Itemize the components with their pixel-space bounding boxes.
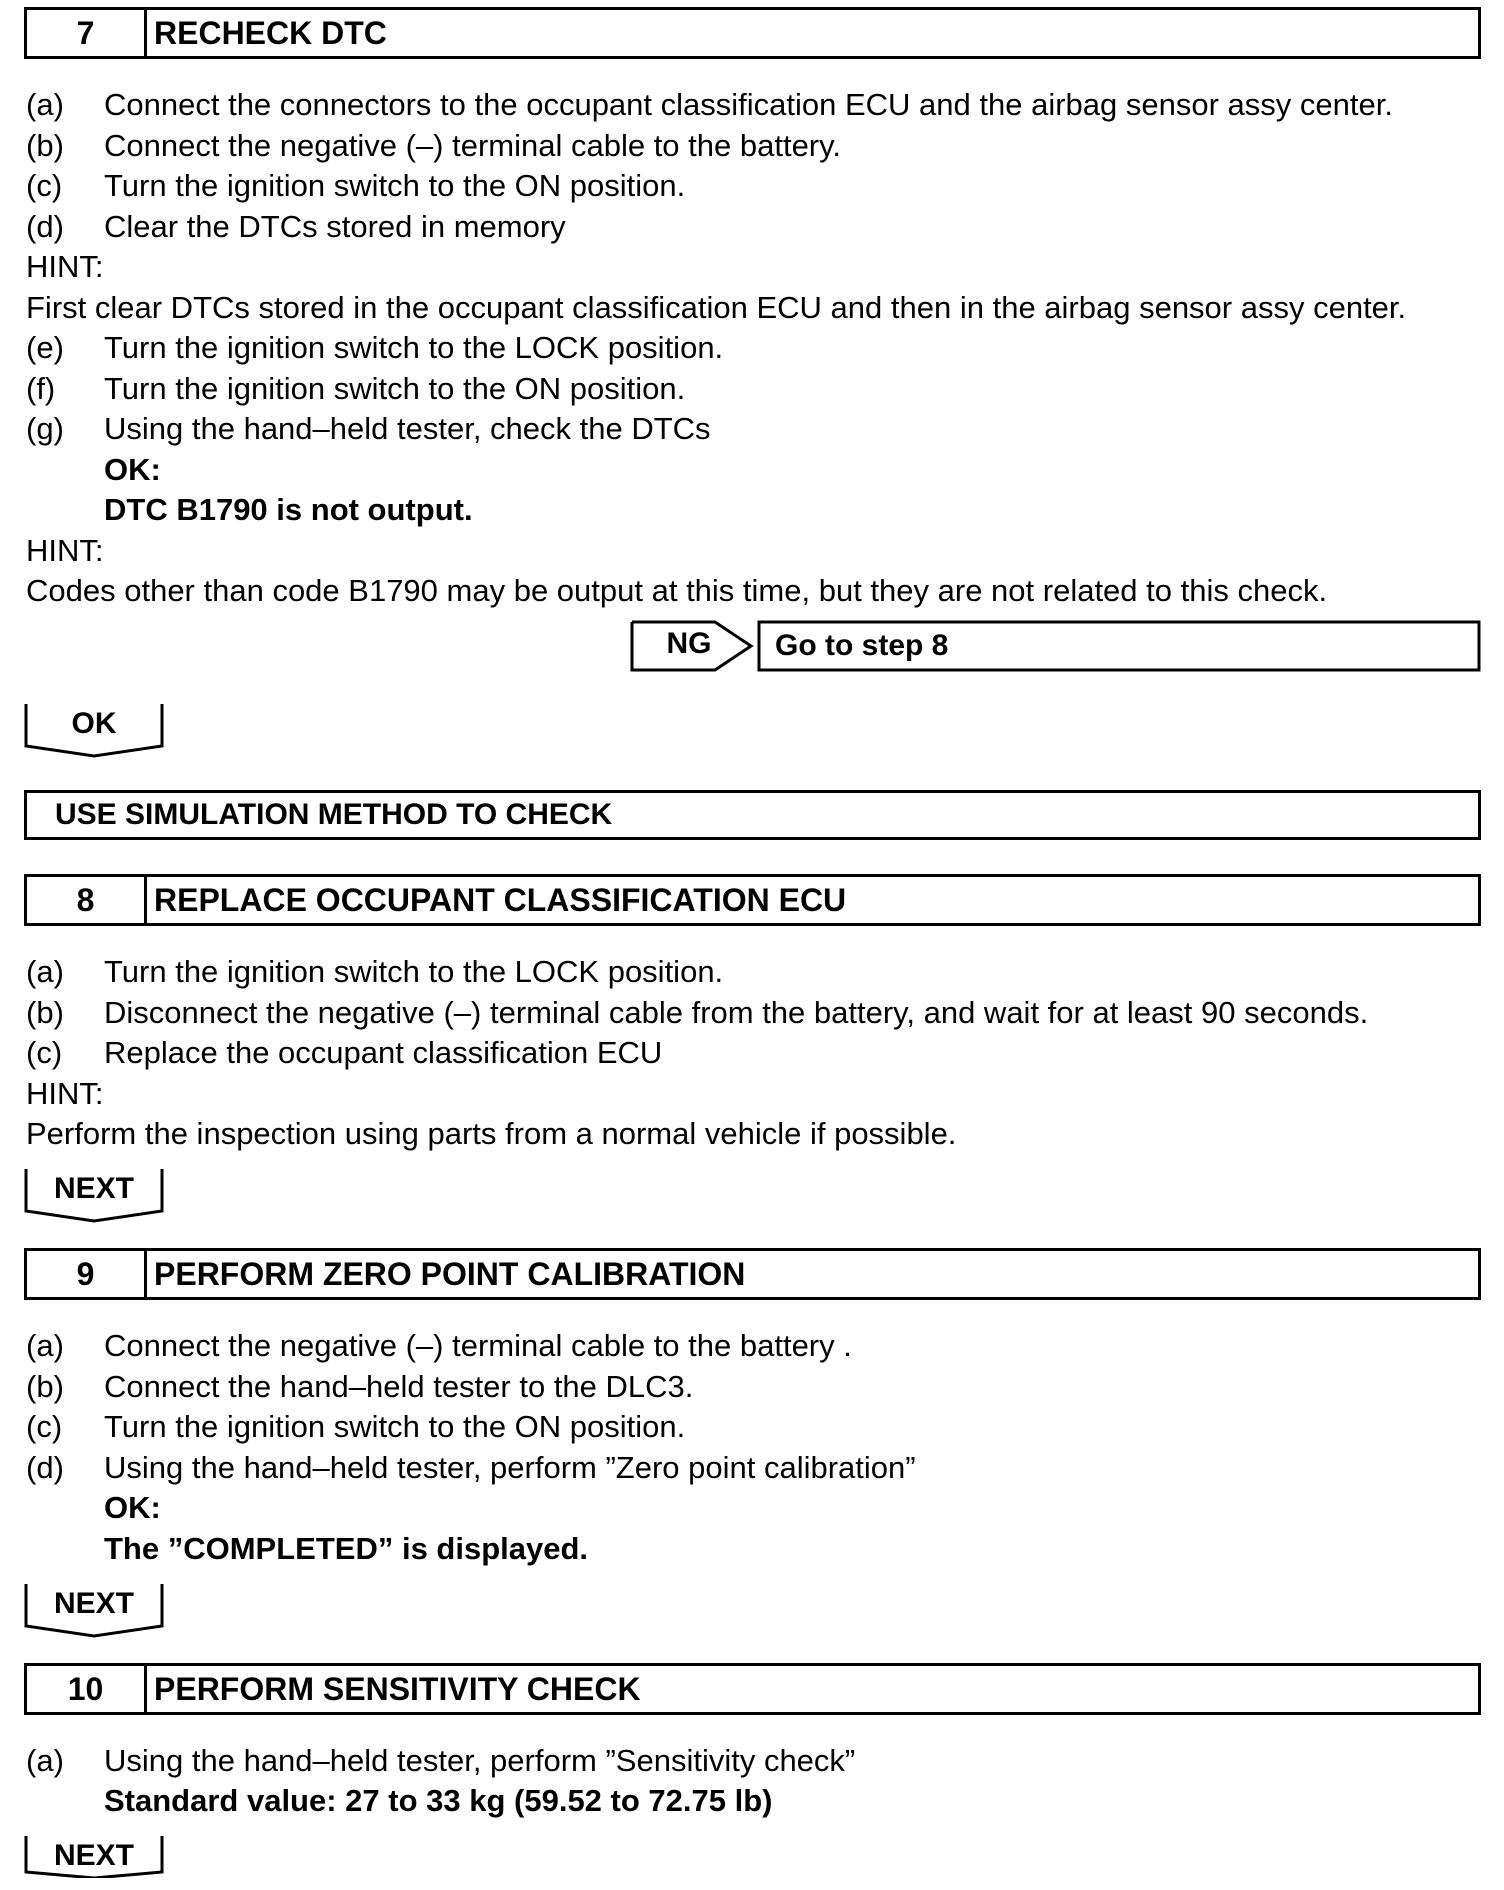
item-text: Turn the ignition switch to the LOCK position. bbox=[104, 954, 724, 989]
ok-tab-label: OK bbox=[71, 707, 117, 740]
ng-branch[interactable] bbox=[630, 620, 1481, 672]
item-label: (a) bbox=[26, 1328, 64, 1363]
item-label: (e) bbox=[26, 330, 64, 365]
standard-value: Standard value: 27 to 33 kg (59.52 to 72.75 lb) bbox=[104, 1783, 773, 1818]
step-7-header bbox=[24, 7, 1481, 59]
step-number: 10 bbox=[27, 1666, 147, 1712]
item-text: Using the hand–held tester, check the DTCs bbox=[104, 411, 711, 446]
hint-text: Perform the inspection using parts from a normal vehicle if possible. bbox=[26, 1116, 957, 1151]
item-label: (b) bbox=[26, 1369, 64, 1404]
ng-label: NG bbox=[666, 627, 712, 660]
hint-label: HINT: bbox=[26, 533, 104, 568]
next-tab[interactable] bbox=[24, 1834, 164, 1890]
item-text: Turn the ignition switch to the ON position. bbox=[104, 371, 686, 406]
step-9-header bbox=[24, 1248, 1481, 1300]
ok-label: OK: bbox=[104, 452, 161, 487]
item-label: (d) bbox=[26, 209, 64, 244]
item-text: Using the hand–held tester, perform ”Sensitivity check” bbox=[104, 1743, 856, 1778]
item-text: Using the hand–held tester, perform ”Zero point calibration” bbox=[104, 1450, 916, 1485]
ok-tab[interactable] bbox=[24, 702, 164, 758]
hint-text: Codes other than code B1790 may be output at this time, but they are not related to this check. bbox=[26, 573, 1328, 608]
item-label: (a) bbox=[26, 87, 64, 122]
step-number: 7 bbox=[27, 10, 147, 56]
item-text: Connect the negative (–) terminal cable to the battery . bbox=[104, 1328, 852, 1363]
item-label: (d) bbox=[26, 1450, 64, 1485]
step-title: PERFORM ZERO POINT CALIBRATION bbox=[154, 1256, 746, 1292]
step-number: 9 bbox=[27, 1251, 147, 1297]
item-label: (f) bbox=[26, 371, 56, 406]
item-label: (c) bbox=[26, 1409, 63, 1444]
next-tab[interactable] bbox=[24, 1582, 164, 1638]
item-label: (c) bbox=[26, 1035, 63, 1070]
item-label: (g) bbox=[26, 411, 64, 446]
item-text: Turn the ignition switch to the LOCK position. bbox=[104, 330, 724, 365]
ok-value: DTC B1790 is not output. bbox=[104, 492, 473, 527]
item-text: Clear the DTCs stored in memory bbox=[104, 209, 566, 244]
hint-label: HINT: bbox=[26, 249, 104, 284]
next-tab[interactable] bbox=[24, 1167, 164, 1223]
item-label: (a) bbox=[26, 1743, 64, 1778]
step-title: RECHECK DTC bbox=[154, 15, 387, 51]
item-text: Replace the occupant classification ECU bbox=[104, 1035, 663, 1070]
hint-label: HINT: bbox=[26, 1076, 104, 1111]
item-text: Disconnect the negative (–) terminal cable from the battery, and wait for at least 90 seconds. bbox=[104, 995, 1369, 1030]
step-number: 8 bbox=[27, 877, 147, 923]
ok-value: The ”COMPLETED” is displayed. bbox=[104, 1531, 589, 1566]
step-title: PERFORM SENSITIVITY CHECK bbox=[154, 1671, 641, 1707]
next-tab-label: NEXT bbox=[53, 1839, 134, 1872]
ng-arrow-frame bbox=[630, 620, 1481, 672]
item-text: Turn the ignition switch to the ON position. bbox=[104, 168, 686, 203]
simulation-method-label: USE SIMULATION METHOD TO CHECK bbox=[55, 798, 613, 831]
item-text: Connect the negative (–) terminal cable to the battery. bbox=[104, 128, 841, 163]
ng-target: Go to step 8 bbox=[775, 629, 949, 662]
item-label: (b) bbox=[26, 995, 64, 1030]
next-tab-label: NEXT bbox=[53, 1587, 134, 1620]
ok-label: OK: bbox=[104, 1490, 161, 1525]
item-text: Connect the hand–held tester to the DLC3. bbox=[104, 1369, 694, 1404]
item-label: (a) bbox=[26, 954, 64, 989]
item-text: Connect the connectors to the occupant classification ECU and the airbag sensor assy center. bbox=[104, 87, 1393, 122]
hint-text: First clear DTCs stored in the occupant classification ECU and then in the airbag sensor assy center. bbox=[26, 290, 1407, 325]
item-label: (b) bbox=[26, 128, 64, 163]
next-tab-label: NEXT bbox=[53, 1172, 134, 1205]
item-text: Turn the ignition switch to the ON position. bbox=[104, 1409, 686, 1444]
step-10-header bbox=[24, 1663, 1481, 1715]
step-8-header bbox=[24, 874, 1481, 926]
simulation-method-box bbox=[24, 790, 1481, 840]
step-title: REPLACE OCCUPANT CLASSIFICATION ECU bbox=[154, 882, 847, 918]
item-label: (c) bbox=[26, 168, 63, 203]
